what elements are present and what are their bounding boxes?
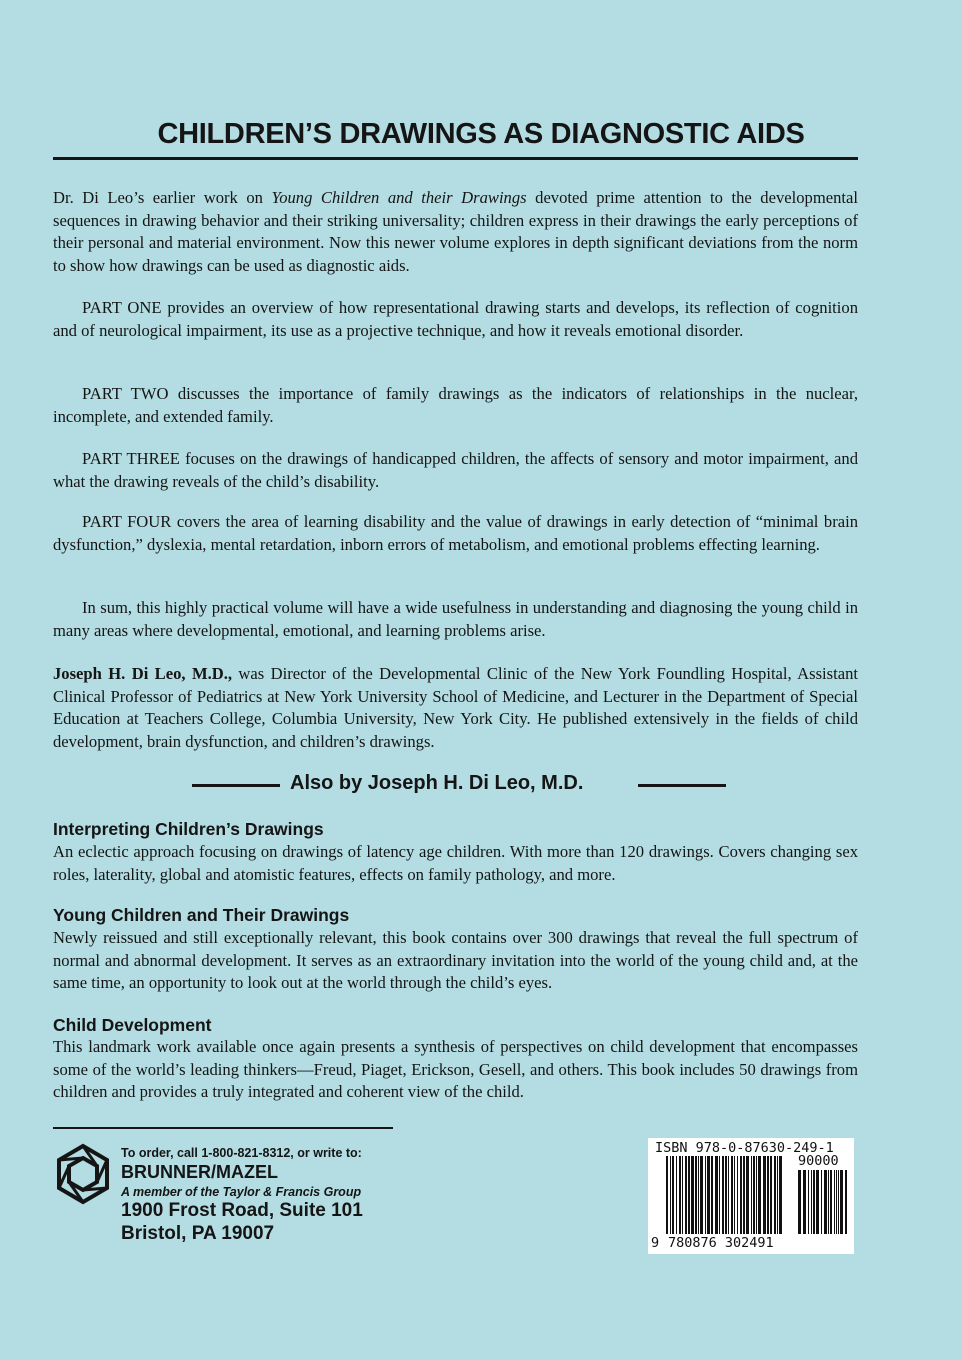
book-title-heading: CHILDREN’S DRAWINGS AS DIAGNOSTIC AIDS: [157, 118, 805, 150]
barcode-bar: [758, 1156, 761, 1234]
barcode-bar: [666, 1156, 668, 1234]
order-block: [53, 1130, 433, 1260]
publisher-name: BRUNNER/MAZEL: [121, 1162, 278, 1182]
book-title-young-children: Young Children and Their Drawings: [53, 905, 350, 925]
barcode-bar: [821, 1170, 822, 1234]
barcode-bar: [836, 1170, 837, 1234]
barcode-bar: [722, 1156, 724, 1234]
barcode-bar: [756, 1156, 757, 1234]
title-underline: [53, 157, 858, 160]
book-description-interpreting: An eclectic approach focusing on drawings of latency age children. With more than 120 drawings. Covers changing sex roles, laterality, global and atomistic features, effects on family pathology, and more.: [53, 842, 858, 884]
barcode-bar: [803, 1170, 806, 1234]
barcode-bar: [715, 1156, 718, 1234]
also-by-heading: Also by Joseph H. Di Leo, M.D.: [290, 772, 584, 794]
isbn-label: ISBN 978-0-87630-249-1: [655, 1140, 834, 1156]
intro-text-start: Dr. Di Leo’s earlier work on: [53, 188, 272, 207]
barcode-bar: [705, 1156, 706, 1234]
author-bio-paragraph: [53, 663, 858, 753]
barcode-bar: [688, 1156, 690, 1234]
barcode-bar: [672, 1156, 674, 1234]
barcode-bar: [725, 1156, 727, 1234]
intro-paragraph: [53, 187, 858, 277]
barcode-bar: [774, 1156, 776, 1234]
barcode-bar: [770, 1156, 772, 1234]
barcode-bar: [685, 1156, 687, 1234]
barcode-bar: [670, 1156, 671, 1234]
part-one-paragraph: PART ONE provides an overview of how representational drawing starts and develops, its reflection of cognition and of neurological impairment, its use as a projective technique, and how it reveals emotional disorder.: [53, 298, 858, 340]
barcode-bar: [830, 1170, 832, 1234]
barcode-bar: [700, 1156, 703, 1234]
intro-text-end: devoted prime attention to the developmental sequences in drawing behavior and their striking universality; children express in their drawings the early perceptions of their personal and material environment. Now this newer volume explores in depth significant deviations from the norm to show how drawings can be used as diagnostic aids.: [53, 188, 858, 275]
barcode-bar: [743, 1156, 745, 1234]
barcode-bar: [707, 1156, 710, 1234]
book-description-child-development: This landmark work available once again presents a synthesis of perspectives on child development that encompasses some of the world’s leading thinkers—Freud, Piaget, Erickson, Gesell, and others. This book includes 50 drawings from children and provides a truly integrated and coherent view of the child.: [53, 1037, 858, 1101]
barcode-bar: [767, 1156, 769, 1234]
intro-book-title: Young Children and their Drawings: [271, 188, 527, 207]
barcode-bar: [798, 1170, 801, 1234]
barcode-first-digit: 9: [651, 1235, 660, 1251]
barcode-bar: [691, 1156, 694, 1234]
barcode-bar: [679, 1156, 681, 1234]
barcode-bar: [824, 1170, 827, 1234]
barcode-bar: [845, 1170, 847, 1234]
barcode-bar: [737, 1156, 738, 1234]
barcode-bar: [840, 1170, 843, 1234]
barcode-bar: [753, 1156, 755, 1234]
also-by-left-rule: [192, 784, 280, 787]
barcode-bar: [751, 1156, 752, 1234]
barcode-bar: [711, 1156, 713, 1234]
publisher-membership: A member of the Taylor & Francis Group: [121, 1185, 362, 1199]
barcode-digits: 780876 302491: [668, 1235, 774, 1251]
barcode-bar: [676, 1156, 677, 1234]
barcode-bar: [811, 1170, 812, 1234]
part-two-paragraph: PART TWO discusses the importance of family drawings as the indicators of relationships in the nuclear, incomplete, and extended family.: [53, 384, 858, 426]
barcode-bar: [746, 1156, 749, 1234]
barcode-bar: [813, 1170, 815, 1234]
summary-paragraph: In sum, this highly practical volume will have a wide usefulness in understanding and diagnosing the young child in many areas where developmental, emotional, and learning problems arise.: [53, 598, 858, 640]
book-title-interpreting: Interpreting Children’s Drawings: [53, 819, 324, 839]
book-description-young-children: Newly reissued and still exceptionally relevant, this book contains over 300 drawings that reveal the full spectrum of normal and abnormal development. It serves as an extraordinary invitation into the world of the young child and, at the same time, an opportunity to look out at the world through the child’s eyes.: [53, 928, 858, 992]
isbn-barcode: [648, 1138, 854, 1254]
barcode-bar: [816, 1170, 819, 1234]
publisher-logo-icon: [53, 1142, 113, 1214]
author-name: Joseph H. Di Leo, M.D.,: [53, 664, 233, 683]
barcode-bar: [740, 1156, 742, 1234]
book-title-child-development: Child Development: [53, 1015, 212, 1035]
barcode-bar: [777, 1156, 778, 1234]
author-bio-text: was Director of the Developmental Clinic of the New York Foundling Hospital, Assistant Clinical Professor of Pediatrics at New York University School of Medicine, and Lecturer in the Department of Special Education at Teachers College, Columbia University, New York City. He published extensively in the fields of child development, brain dysfunction, and children’s drawings.: [53, 664, 858, 751]
barcode-bar: [728, 1156, 729, 1234]
barcode-bar: [838, 1170, 839, 1234]
part-four-paragraph: PART FOUR covers the area of learning disability and the value of drawings in early detection of “minimal brain dysfunction,” dyslexia, mental retardation, inborn errors of metabolism, and emotional problems effecting learning.: [53, 512, 858, 554]
barcode-bar: [695, 1156, 697, 1234]
order-rule: [53, 1127, 393, 1129]
barcode-bar: [719, 1156, 720, 1234]
barcode-bar: [779, 1156, 782, 1234]
barcode-bar: [828, 1170, 829, 1234]
price-code: 90000: [798, 1153, 839, 1169]
barcode-bar: [731, 1156, 733, 1234]
address-line-1: 1900 Frost Road, Suite 101: [121, 1200, 363, 1221]
barcode-bar: [698, 1156, 699, 1234]
barcode-bar: [763, 1156, 766, 1234]
order-instructions: To order, call 1-800-821-8312, or write to:: [121, 1146, 362, 1160]
barcode-bar: [834, 1170, 835, 1234]
also-by-right-rule: [638, 784, 726, 787]
barcode-bar: [808, 1170, 809, 1234]
part-three-paragraph: PART THREE focuses on the drawings of handicapped children, the affects of sensory and motor impairment, and what the drawing reveals of the child’s disability.: [53, 449, 858, 491]
barcode-bar: [734, 1156, 735, 1234]
barcode-bar: [682, 1156, 683, 1234]
address-line-2: Bristol, PA 19007: [121, 1223, 275, 1244]
